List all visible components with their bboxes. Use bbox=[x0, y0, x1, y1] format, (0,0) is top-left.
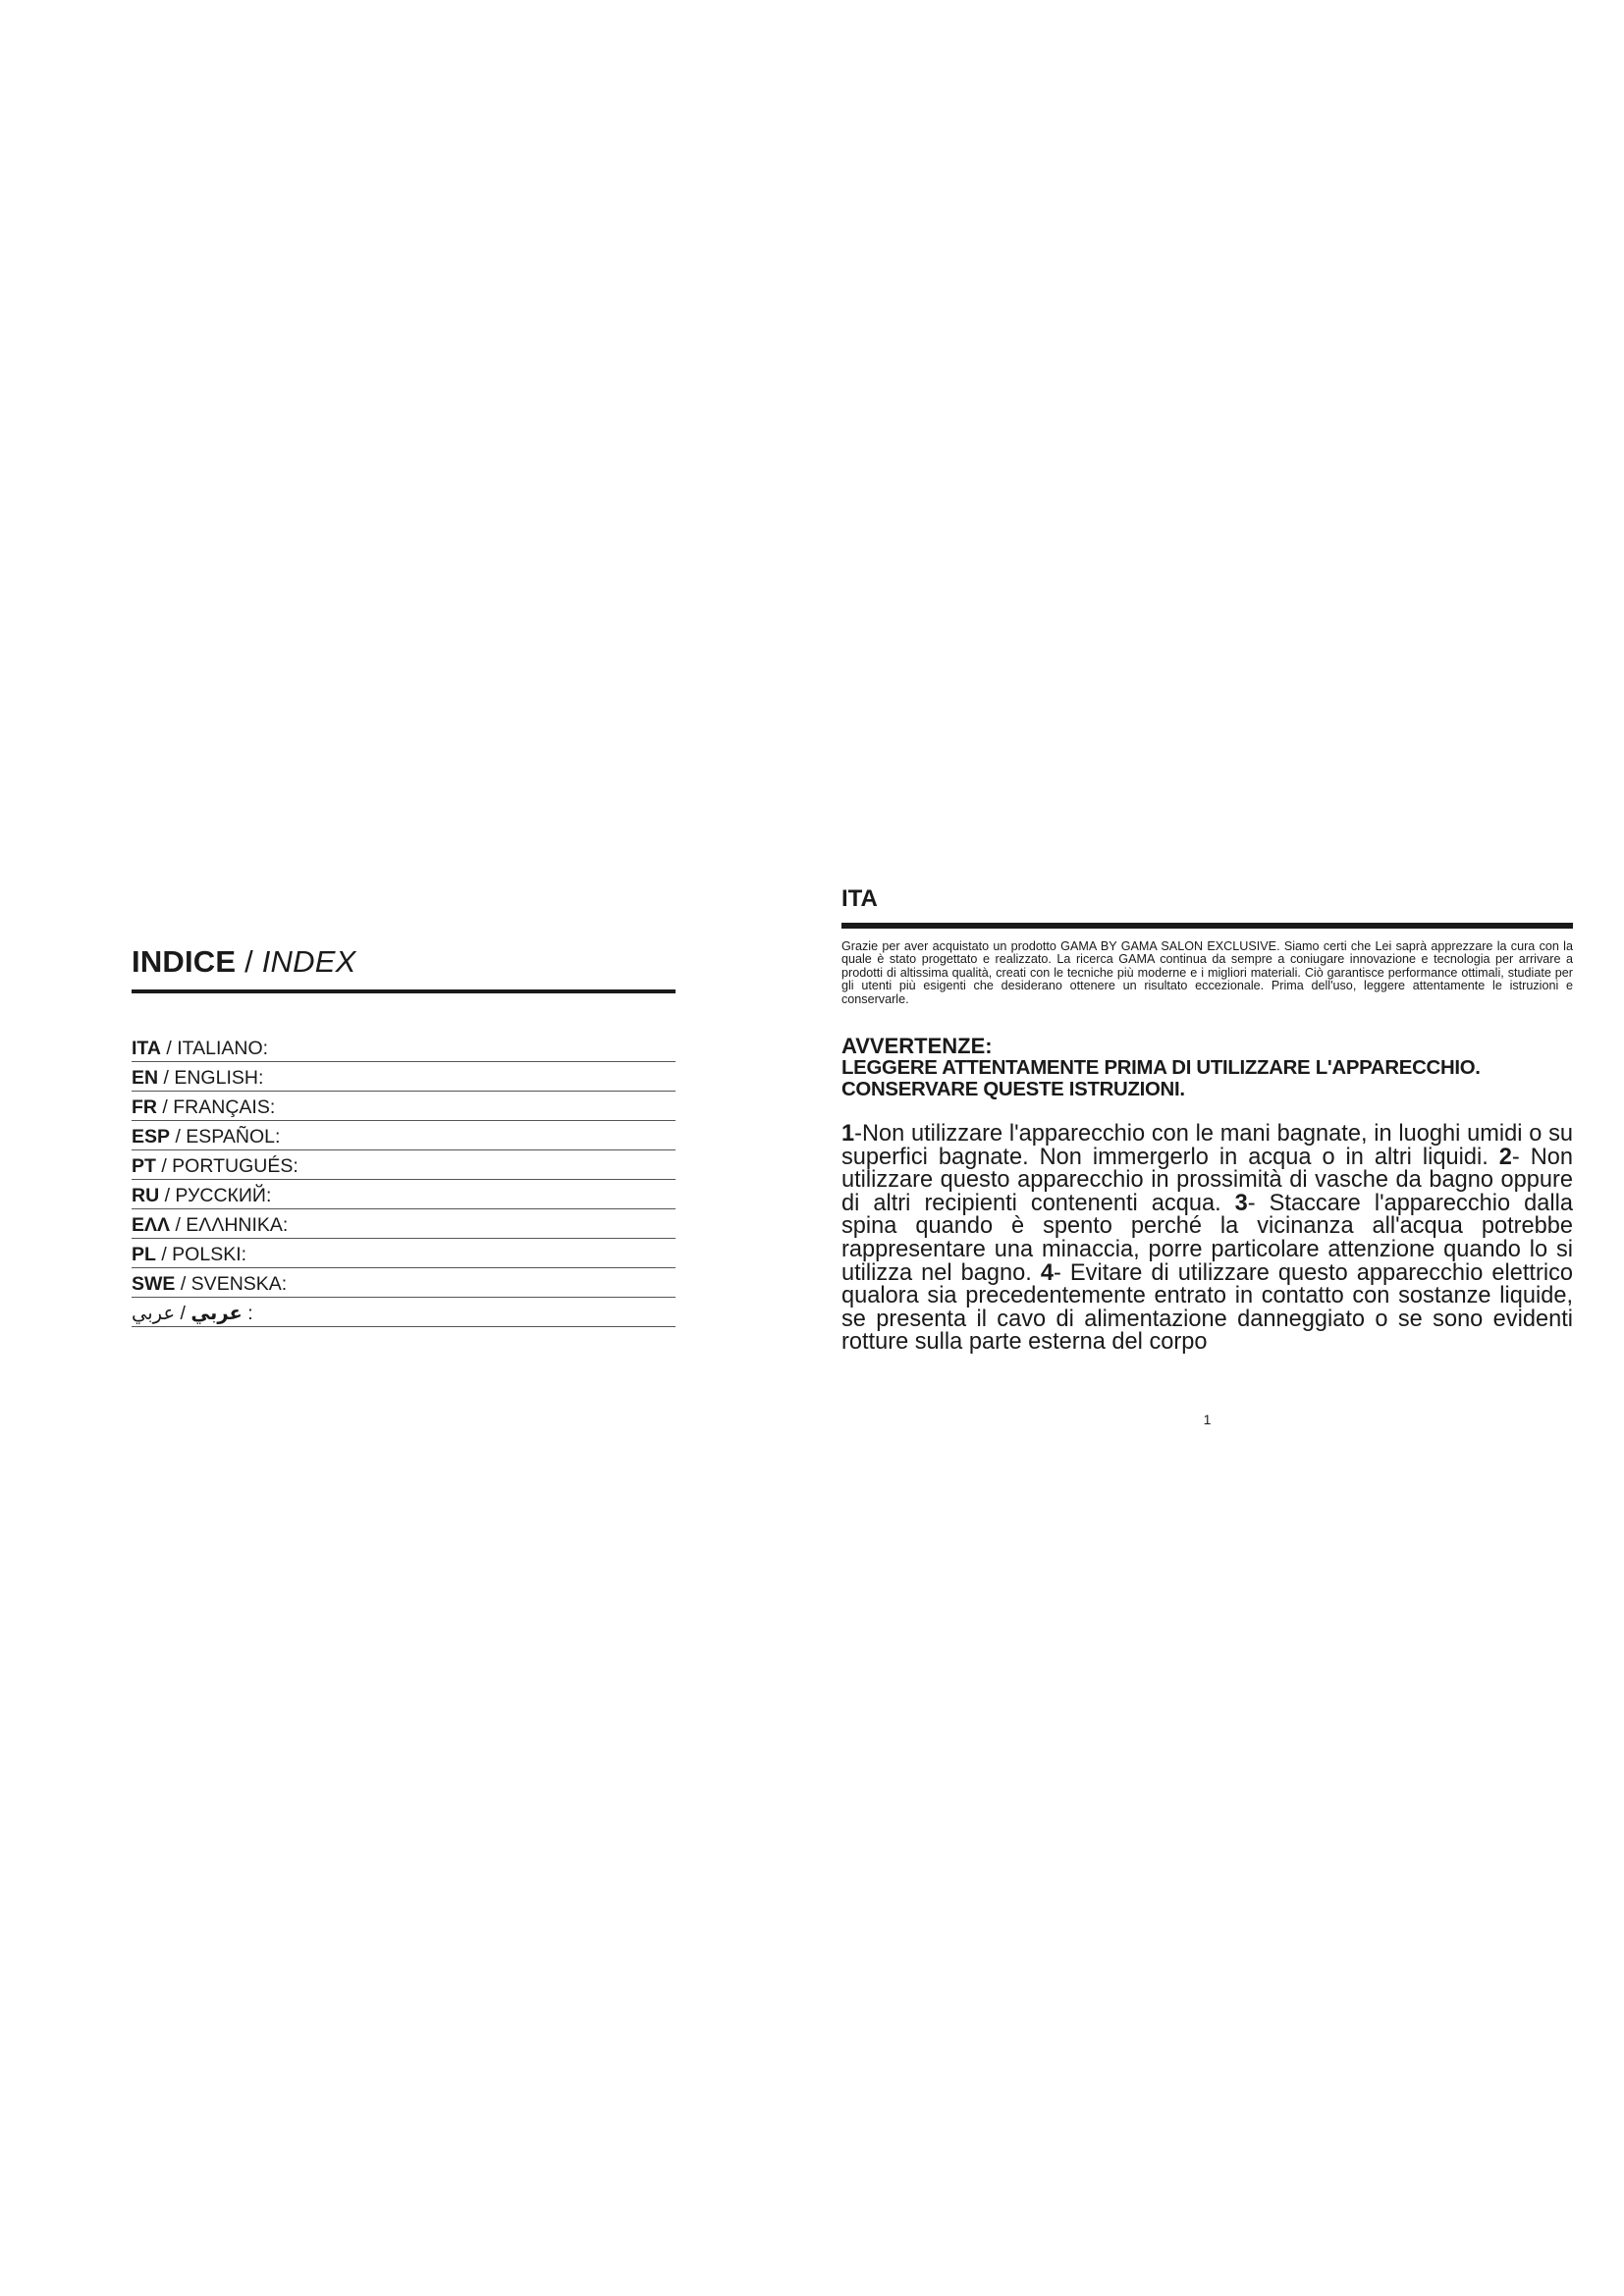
index-item-label: / عربي : bbox=[132, 1303, 253, 1324]
intro-paragraph: Grazie per aver acquistato un prodotto GAMA BY GAMA SALON EXCLUSIVE. Siamo certi che Lei saprà apprezzare la cura con la quale è stato progettato e realizzato. La ricerca GAMA continua da sempre a coniugare innovazione e tecnologia per arrivare a prodotti di altissima qualità, creati con le tecniche più moderne e i migliori materiali. Ciò garantisce performance ottimali, studiate per gli utenti più esigenti che desiderano ottenere un risultato eccezionale. Prima dell'uso, leggere attentamente le istruzioni e conservarle. bbox=[841, 939, 1573, 1006]
index-item-arabic[interactable] bbox=[132, 1298, 676, 1327]
index-item-label: / ITALIANO: bbox=[160, 1038, 269, 1059]
index-title-bold: INDICE bbox=[132, 944, 237, 979]
item-number: 2 bbox=[1498, 1144, 1512, 1170]
item-number: 1 bbox=[841, 1121, 855, 1148]
item-text: - Staccare l'apparecchio dalla spina quando è spento perché la vicinanza all'acqua potrebbe rappresentare una minaccia, porre particolare attenzione quando lo si utilizza nel bagno. bbox=[841, 1190, 1573, 1286]
index-item-pt[interactable] bbox=[132, 1150, 676, 1180]
warning-line-keep: CONSERVARE QUESTE ISTRUZIONI. bbox=[841, 1079, 1185, 1101]
section-heading: ITA bbox=[841, 885, 878, 912]
index-title-separator: / bbox=[236, 944, 262, 979]
item-text: -Non utilizzare l'apparecchio con le mani bagnate, in luoghi umidi o su superfici bagnate. Non immergerlo in acqua o in altri liquidi. bbox=[841, 1121, 1573, 1170]
index-item-label: / SVENSKA: bbox=[175, 1273, 288, 1295]
index-title-rule bbox=[132, 989, 676, 993]
index-list bbox=[132, 1033, 676, 1327]
index-item-pl[interactable] bbox=[132, 1239, 676, 1268]
index-item-code: PL bbox=[132, 1244, 156, 1265]
index-item-code: PT bbox=[132, 1155, 156, 1177]
index-item-label: / РУССКИЙ: bbox=[159, 1185, 272, 1206]
index-item-ita[interactable] bbox=[132, 1033, 676, 1062]
index-item-code: ΕΛΛ bbox=[132, 1214, 171, 1236]
index-item-ru[interactable] bbox=[132, 1180, 676, 1209]
item-number: 4 bbox=[1040, 1259, 1055, 1286]
index-item-code: ESP bbox=[132, 1126, 171, 1148]
index-item-fr[interactable] bbox=[132, 1092, 676, 1121]
index-item-label: / POLSKI: bbox=[155, 1244, 247, 1265]
item-text: - Evitare di utilizzare questo apparecchio elettrico qualora sia precedentemente entrato in contatto con sostanze liquide, se presenta il cavo di alimentazione danneggiato o se sono evidenti rotture sulla parte esterna del corpo bbox=[841, 1259, 1573, 1356]
index-title-italic: INDEX bbox=[261, 944, 356, 979]
index-panel bbox=[132, 942, 676, 1327]
warning-line-read: LEGGERE ATTENTAMENTE PRIMA DI UTILIZZARE L'APPARECCHIO. bbox=[841, 1057, 1481, 1080]
warning-title: AVVERTENZE: bbox=[841, 1034, 993, 1059]
heading-rule bbox=[841, 923, 1573, 929]
ita-section bbox=[841, 883, 1573, 1427]
index-item-ell[interactable] bbox=[132, 1209, 676, 1239]
item-number: 3 bbox=[1234, 1190, 1248, 1216]
index-item-code: EN bbox=[132, 1067, 159, 1089]
index-item-code: ITA bbox=[132, 1038, 161, 1059]
index-item-label: / PORTUGUÉS: bbox=[155, 1155, 298, 1177]
index-item-en[interactable] bbox=[132, 1062, 676, 1092]
index-item-code: RU bbox=[132, 1185, 160, 1206]
index-item-code: SWE bbox=[132, 1273, 176, 1295]
index-item-esp[interactable] bbox=[132, 1121, 676, 1150]
index-item-label: / ESPAÑOL: bbox=[170, 1126, 281, 1148]
index-item-code: عربي bbox=[190, 1303, 243, 1324]
item-text: - Non utilizzare questo apparecchio in prossimità di vasche da bagno oppure di altri recipienti contenenti acqua. bbox=[841, 1144, 1573, 1216]
page-number: 1 bbox=[1203, 1412, 1212, 1427]
index-item-code: FR bbox=[132, 1096, 157, 1118]
index-item-swe[interactable] bbox=[132, 1268, 676, 1298]
index-item-label: / ENGLISH: bbox=[158, 1067, 264, 1089]
index-item-label: / ΕΛΛΗΝΙΚΑ: bbox=[170, 1214, 289, 1236]
index-title bbox=[132, 942, 676, 982]
safety-instructions bbox=[841, 1123, 1573, 1355]
index-item-label: / FRANÇAIS: bbox=[157, 1096, 276, 1118]
